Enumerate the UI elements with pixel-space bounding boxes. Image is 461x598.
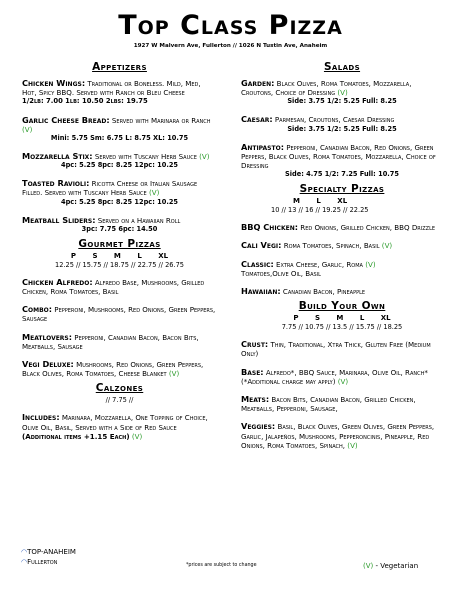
build-your-own-heading: Build Your Own xyxy=(298,300,386,313)
vegetarian-badge: (V) xyxy=(381,241,393,251)
menu-item-hawaiian xyxy=(241,287,443,296)
item-desc: Served with Marinara or Ranch xyxy=(109,115,211,125)
item-name: Hawaiian: xyxy=(241,286,281,297)
menu-item-toasted-ravioli xyxy=(22,179,217,206)
item-prices: Side: 4.75 1/2: 7.25 Full: 10.75 xyxy=(285,170,399,179)
restaurant-title: Top Class Pizza xyxy=(118,10,343,41)
item-name: BBQ Chicken: xyxy=(241,222,299,233)
calzones-heading: Calzones xyxy=(95,382,144,395)
item-name: Toasted Ravioli: xyxy=(22,178,90,189)
vegetarian-badge: (V) xyxy=(199,152,210,162)
menu-item-garden-salad xyxy=(241,79,443,106)
vegetarian-badge: (V) xyxy=(168,369,180,379)
menu-item-classic xyxy=(241,260,443,278)
item-name: Combo: xyxy=(22,304,53,315)
wifi-icon: ◠ xyxy=(21,548,28,556)
item-desc: Pepperoni, Canadian Bacon, Red Onions, Green Peppers, Black Olives, Roma Tomatoes, Mozzarella, Choice of Dressing xyxy=(241,142,436,171)
menu-item-vegi-deluxe xyxy=(22,360,217,378)
item-prices: 4pc: 5.25 8pc: 8.25 12pc: 10.25 xyxy=(60,161,179,170)
vegetarian-badge: (V) xyxy=(337,88,348,98)
item-name: Includes: xyxy=(22,412,60,423)
item-name: Veggies: xyxy=(241,421,276,432)
item-desc: Served on a Hawaiian Roll xyxy=(95,215,181,225)
calzone-price: // 7.75 // xyxy=(105,396,134,405)
item-desc-line2: Tomatoes,Olive Oil, Basil xyxy=(241,268,321,278)
item-prices: 3pc: 7.75 6pc: 14.50 xyxy=(81,224,158,233)
vegetarian-badge: (V) xyxy=(347,440,358,450)
size-labels: M L XL xyxy=(293,197,348,206)
item-desc: Served with Tuscany Herb Sauce xyxy=(92,152,200,162)
menu-item-antipasto-salad xyxy=(241,143,443,180)
size-labels: P S M L XL xyxy=(70,251,169,260)
menu-item-veggies xyxy=(241,422,443,450)
item-prices: Mini: 5.75 Sm: 6.75 L: 8.75 XL: 10.75 xyxy=(50,134,189,143)
item-desc: Canadian Bacon, Pineapple xyxy=(280,287,366,297)
item-desc: Pepperoni, Mushrooms, Red Onions, Green Peppers, Sausage xyxy=(22,305,216,324)
gourmet-pizzas-heading: Gourmet Pizzas xyxy=(78,237,161,250)
menu-item-crust xyxy=(241,340,443,358)
calzone-extra: (Additional items +1.15 Each) xyxy=(22,431,130,441)
item-desc: Bacon Bits, Canadian Bacon, Grilled Chicken, Meatballs, Pepperoni, Sausage, xyxy=(241,395,416,414)
item-name: Chicken Alfredo: xyxy=(22,276,93,287)
item-name: Mozzarella Stix: xyxy=(22,151,93,162)
menu-item-chicken-wings xyxy=(22,79,217,107)
vegetarian-badge: (V) xyxy=(22,124,33,134)
salads-heading: Salads xyxy=(323,61,361,73)
item-prices: Side: 3.75 1/2: 5.25 Full: 8.25 xyxy=(287,97,397,106)
item-prices: 4pc: 5.25 8pc: 8.25 12pc: 10.25 xyxy=(60,197,179,206)
appetizers-heading: Appetizers xyxy=(92,61,147,73)
item-name: Garden: xyxy=(241,78,275,88)
right-column xyxy=(241,57,443,459)
item-prices: 1/2lb: 7.00 1lb: 10.50 2lbs: 19.75 xyxy=(22,97,148,106)
size-labels: P S M L XL xyxy=(293,314,391,323)
vegetarian-badge: (V) xyxy=(148,188,160,198)
menu-item-mozzarella-stix xyxy=(22,152,217,170)
item-name: Meatlovers: xyxy=(22,331,73,342)
size-prices: 7.75 // 10.75 // 13.5 // 15.75 // 18.25 xyxy=(281,323,403,332)
item-name: Cali Vegi: xyxy=(241,240,282,251)
specialty-pizzas-heading: Specialty Pizzas xyxy=(299,183,385,196)
item-desc: Thin, Traditional, Xtra Thick, Gluten Free (Medium Only) xyxy=(241,340,431,359)
menu-item-combo xyxy=(22,305,217,323)
item-desc: Parmesan, Croutons, Caesar Dressing xyxy=(272,115,395,125)
item-name: Antipasto: xyxy=(241,141,284,152)
vegetarian-legend xyxy=(363,562,418,570)
vegetarian-badge: (V) xyxy=(131,431,143,441)
item-name: Meats: xyxy=(241,394,270,405)
vegetarian-legend-text: (V) - Vegetarian xyxy=(363,562,419,570)
item-desc: Traditional or Boneless. Mild, Med, Hot, Spicy BBQ. Served with Ranch or Bleu Cheese xyxy=(22,79,201,98)
item-desc: Basil, Black Olives, Green Olives, Green Peppers, Garlic, Jalapeños, Mushrooms, Pepperoncinis, Pineapple, Red Onions, Roma Tomatoes, Spinach, xyxy=(241,422,435,450)
menu-item-cali-vegi xyxy=(241,241,443,250)
item-prices: Side: 3.75 1/2: 5.25 Full: 8.25 xyxy=(287,124,397,133)
menu-item-meats xyxy=(241,395,443,413)
item-desc: Black Olives, Roma Tomatoes, Mozzarella, Croutons, Choice of Dressing xyxy=(241,79,412,98)
item-desc: Mushrooms, Red Onions, Green Peppers, Black Olives, Roma Tomatoes, Cheese Blanket xyxy=(22,360,204,379)
price-disclaimer: *prices are subject to change xyxy=(186,563,257,568)
item-desc: Alfredo Base, Mushrooms, Grilled Chicken, Roma Tomatoes, Basil xyxy=(22,277,205,297)
item-name: Vegi Deluxe: xyxy=(22,359,74,370)
item-name: Caesar: xyxy=(241,114,273,125)
vegetarian-badge: (V) xyxy=(337,376,349,386)
item-name: Base: xyxy=(241,366,264,377)
address-line: 1927 W Malvern Ave, Fullerton // 1026 N Tustin Ave, Anaheim xyxy=(133,43,328,49)
menu-item-bbq-chicken xyxy=(241,223,443,232)
item-name: Classic: xyxy=(241,258,274,269)
item-desc: Ricotta Cheese or Italian Sausage Filled. Served with Tuscany Herb Sauce xyxy=(22,179,198,198)
size-prices: 12.25 // 15.75 // 18.75 // 22.75 // 26.75 xyxy=(55,260,184,269)
item-desc: Roma Tomatoes, Spinach, Basil xyxy=(281,241,382,251)
item-name: Meatball Sliders: xyxy=(22,214,96,225)
menu-item-caesar-salad xyxy=(241,115,443,133)
item-name: Garlic Cheese Bread: xyxy=(22,114,110,125)
menu-item-base xyxy=(241,368,443,386)
menu-item-meatball-sliders xyxy=(22,216,217,234)
item-desc: Red Onions, Grilled Chicken, BBQ Drizzle xyxy=(298,223,436,233)
wifi-info xyxy=(21,548,76,567)
menu-item-calzone xyxy=(22,413,217,441)
item-desc: Marinara, Mozzarella, One Topping of Choice, Olive Oil, Basil, Served with a Side of Red Sauce xyxy=(22,413,208,432)
item-name: Chicken Wings: xyxy=(22,78,86,88)
wifi-network-1: TOP-ANAHEIM xyxy=(27,548,76,556)
item-desc: Extra Cheese, Garlic, Roma xyxy=(273,259,366,269)
menu-item-chicken-alfredo xyxy=(22,278,217,296)
vegetarian-badge: (V) xyxy=(365,259,376,269)
item-desc: Alfredo*, BBQ Sauce, Marinara, Olive Oil, Ranch*(*Additional charge may apply) xyxy=(241,367,428,386)
size-prices: 10 // 13 // 16 // 19.25 // 22.25 xyxy=(271,206,369,215)
item-name: Crust: xyxy=(241,339,269,350)
menu-item-meatlovers xyxy=(22,333,217,351)
item-desc: Pepperoni, Canadian Bacon, Bacon Bits, Meatballs, Sausage xyxy=(22,332,199,351)
wifi-network-2: Fullerton xyxy=(27,557,58,566)
left-column xyxy=(22,57,217,450)
menu-item-garlic-cheese-bread xyxy=(22,116,217,143)
wifi-icon: ◠ xyxy=(21,557,28,566)
